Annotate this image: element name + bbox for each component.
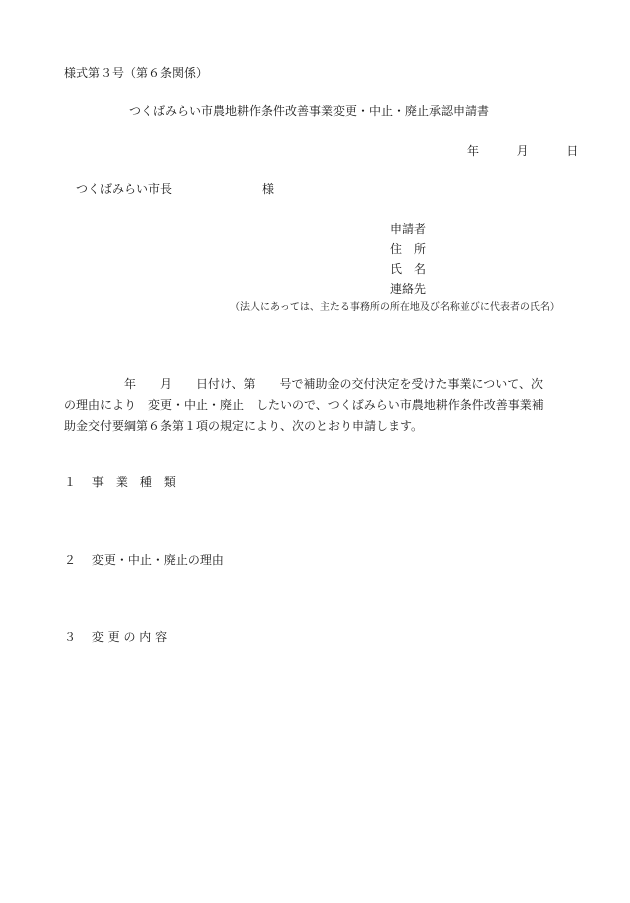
applicant-block: [390, 219, 426, 299]
body-line-3: 助金交付要綱第６条第１項の規定により、次のとおり申請します。: [64, 419, 424, 433]
section-business-type: １ 事 業 種 類: [64, 475, 176, 489]
form-number: 様式第３号（第６条関係）: [64, 66, 209, 80]
addressee-name: つくばみらい市長: [76, 182, 173, 196]
document-title: つくばみらい市農地耕作条件改善事業変更・中止・廃止承認申請書: [129, 104, 490, 118]
applicant-contact-label: 連絡先: [390, 282, 427, 296]
applicant-label: 申請者: [390, 222, 427, 236]
section-change-content: ３ 変 更 の 内 容: [64, 630, 168, 644]
section-change-reason: ２ 変更・中止・廃止の理由: [64, 553, 224, 567]
date-month-label: 月: [516, 144, 529, 158]
applicant-name-label: 氏 名: [390, 262, 427, 276]
body-line-2: の理由により 変更・中止・廃止 したいので、つくばみらい市農地耕作条件改善事業補: [64, 398, 544, 412]
application-body: [64, 374, 564, 437]
applicant-note: （法人にあっては、主たる事務所の所在地及び名称並びに代表者の氏名）: [230, 302, 560, 313]
addressee-honorific: 様: [262, 182, 275, 196]
date-line: [467, 142, 578, 159]
applicant-address-label: 住 所: [390, 242, 427, 256]
body-line-1: 年 月 日付け、第 号で補助金の交付決定を受けた事業について、次: [64, 377, 544, 391]
date-year-label: 年: [467, 144, 480, 158]
date-day-label: 日: [566, 144, 579, 158]
addressee-line: [76, 180, 274, 197]
